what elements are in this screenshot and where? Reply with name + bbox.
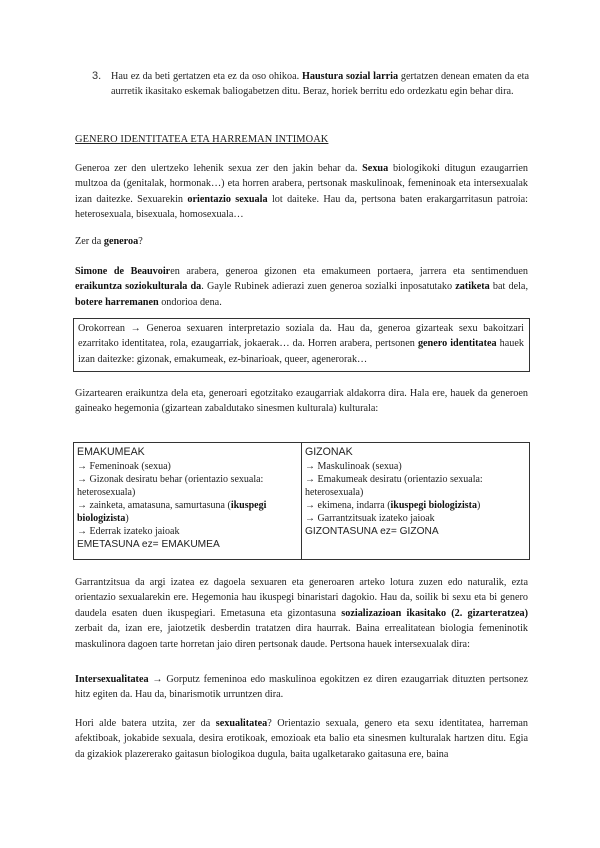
question-generoa: Zer da generoa? [75, 236, 143, 247]
column-header: GIZONAK [305, 446, 353, 458]
section-heading: GENERO IDENTITATEA ETA HARREMAN INTIMOAK [75, 134, 329, 145]
table-line: → Ederrak izateko jaioak [77, 526, 180, 538]
definition-text: Orokorrean → Generoa sexuaren interpretazio soziala da. Hau da, generoa gizarteak sexu bakoitzari ezarritako identitatea, rola, ezaugarriak, jokaerak… da. Horren arabera, pertsonen genero identitatea hauek izan daitezke: gizonak, emakumeak, ez-binarioak, queer, agenerorak… [78, 323, 524, 365]
paragraph-hegemonia: Gizartearen eraikuntza dela eta, generoari egotzitako ezaugarriak aldakorra dira. Hala ere, hauek da generoen gaineako hegemonia (gizartean zabaldutako sinesmen kulturala) kulturala: [75, 388, 528, 415]
column-header: EMAKUMEAK [77, 446, 145, 458]
table-line: → Emakumeak desiratu (orientazio sexuala: heterosexuala) [305, 473, 483, 498]
column-footer: GIZONTASUNA ez= GIZONA [305, 526, 439, 538]
paragraph-sexualitatea: Hori alde batera utzita, zer da sexualitatea? Orientazio sexuala, genero eta sexu identitatea, harreman afektiboak, jokabide sexuala, desira erotikoak, emozioak eta balio eta sinesmen kulturalak hartzen ditu. Egia da gizakiok plazererako gaitasun biologikoa dugula, baita ugalketarako gaitasuna ere, baina [75, 718, 529, 760]
table-line: → Garrantzitsuak izateko jaioak [305, 512, 435, 524]
list-item-text: Hau ez da beti gertatzen eta ez da oso ohikoa. Haustura sozial larria gertatzen denean ematen da eta aurretik ikasitako eskemak baliogabetzen ditu. Beraz, horiek berritu edo ordezkatu egin behar dira. [111, 71, 530, 98]
paragraph-beauvoir: Simone de Beauvoiren arabera, generoa gizonen eta emakumeen portaera, jarrera eta sentimenduen eraikuntza soziokulturala da. Gayle Rubinek adierazi zuen generoa sozialki inposatutako zatiketa bat dela, botere harremanen ondorioa dena. [75, 266, 528, 308]
table-line: → ekimena, indarra (ikuspegi biologizista) [305, 499, 481, 511]
table-line: → zainketa, amatasuna, samurtasuna (ikuspegi biologizista) [77, 499, 267, 524]
table-column-emakumeak [77, 446, 297, 551]
table-column-gizonak [305, 446, 525, 538]
list-number: 3. [92, 70, 102, 82]
bold-term: Haustura sozial larria [301, 71, 399, 82]
table-line: → Femeninoak (sexua) [77, 460, 171, 472]
paragraph-binarismo: Garrantzitsua da argi izatea ez dagoela sexuaren eta generoaren arteko lotura zuzen edo naturalik, ezta orientazio sexualarekin ere. Hegemonia hau ikuspegi binaristari dagokio. Hau da, soilik bi sexu eta bi genero daudela esaten duen ikuspegiari. Emetasuna eta gizontasuna sozializazioan ikasitako (2. gizarteratzea) zerbait da, izan ere, jaiotzetik desberdin tratatzen dira haurrak. Baina errealitatean biologia femeninotik maskulinora dagoen tarte horretan jaio diren pertsonak daude. Pertsona hauek intersexualak dira: [75, 577, 528, 650]
column-footer: EMETASUNA ez= EMAKUMEA [77, 539, 220, 551]
table-divider [301, 443, 302, 559]
gender-comparison-table [73, 442, 530, 560]
paragraph-sexua: Generoa zer den ulertzeko lehenik sexua zer den jakin behar da. Sexua biologikoki ditugun ezaugarrien multzoa da (genitalak, hormonak…) eta horren arabera, pertsonak maskulinoak, femeninoak eta intersexualak izan daitezke. Sexuarekin orientazio sexuala lot daiteke. Hau da, pertsona baten erakargarritasun patroia: heterosexuala, bisexuala, homosexuala… [75, 163, 529, 221]
paragraph-intersexualitatea: Intersexualitatea → Gorputz femeninoa edo maskulinoa egokitzen ez diren ezaugarriak dituzten pertsonez hitz egiten da. Hau da, binarismotik urruntzen dira. [75, 674, 528, 701]
table-line: → Maskulinoak (sexua) [305, 460, 402, 472]
definition-box [73, 318, 530, 372]
table-line: → Gizonak desiratu behar (orientazio sexuala: heterosexuala) [77, 473, 264, 498]
